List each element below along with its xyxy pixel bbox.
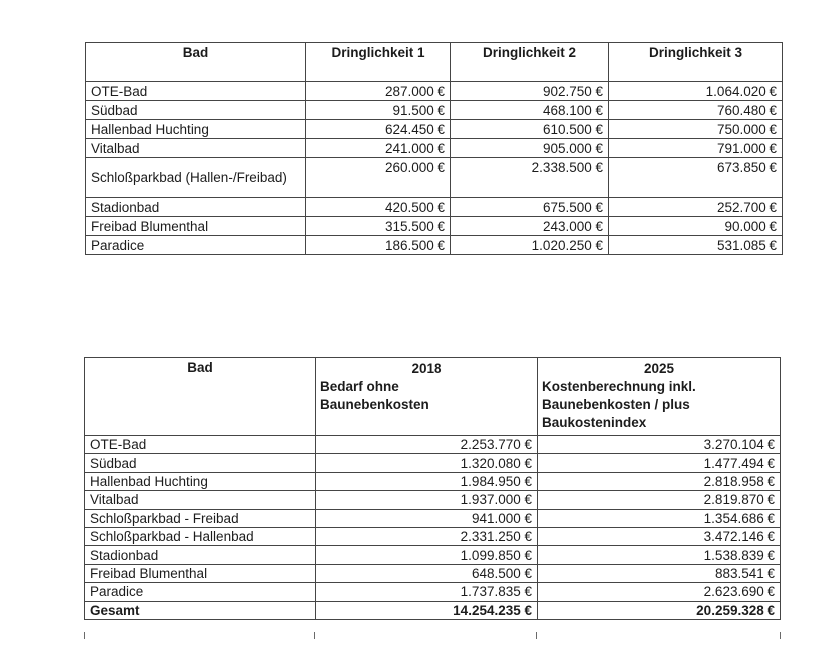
t2-header-2025-year: 2025 [643, 361, 675, 376]
vertical-border-line [536, 632, 537, 639]
value-2018-cell: 1.099.850 € [316, 546, 538, 564]
value-2018-cell: 2.331.250 € [316, 527, 538, 545]
value-2025-cell: 1.538.839 € [538, 546, 781, 564]
table-row [86, 82, 783, 101]
t1-header-bad: Bad [86, 43, 306, 82]
value-2025-cell: 3.472.146 € [538, 527, 781, 545]
d2-value-cell: 243.000 € [451, 217, 609, 236]
table-row [86, 120, 783, 139]
table-row [85, 491, 781, 509]
value-2025-cell: 1.477.494 € [538, 454, 781, 472]
d3-value-cell: 252.700 € [609, 198, 783, 217]
d2-value-cell: 1.020.250 € [451, 236, 609, 255]
table-row [86, 101, 783, 120]
kosten-table-header [85, 358, 781, 436]
t2-header-2025-line2: Kostenberechnung inkl. [542, 379, 696, 394]
bad-name-cell: Stadionbad [85, 546, 316, 564]
table-row [86, 139, 783, 158]
d3-value-cell: 750.000 € [609, 120, 783, 139]
d2-value-cell: 905.000 € [451, 139, 609, 158]
kosten-table-body [85, 436, 781, 620]
d1-value-cell: 241.000 € [306, 139, 451, 158]
bad-name-cell: OTE-Bad [86, 82, 306, 101]
value-2018-cell: 1.937.000 € [316, 491, 538, 509]
bad-name-cell: Südbad [85, 454, 316, 472]
d3-value-cell: 760.480 € [609, 101, 783, 120]
bad-name-cell: Stadionbad [86, 198, 306, 217]
t2-header-2025-line4: Baukostenindex [542, 415, 647, 430]
t2-header-2018-line2: Bedarf ohne [320, 379, 399, 394]
table-row [85, 472, 781, 490]
bad-name-cell: Hallenbad Huchting [86, 120, 306, 139]
d1-value-cell: 91.500 € [306, 101, 451, 120]
vertical-border-line [314, 632, 315, 639]
total-2025-cell: 20.259.328 € [538, 601, 781, 619]
table-row [85, 546, 781, 564]
d1-value-cell: 420.500 € [306, 198, 451, 217]
vertical-border-line [780, 632, 781, 639]
t2-header-2018-line3: Baunebenkosten [320, 397, 429, 412]
table-row [85, 583, 781, 601]
bad-name-cell: Vitalbad [85, 491, 316, 509]
header-row [85, 358, 781, 436]
value-2018-cell: 1.737.835 € [316, 583, 538, 601]
total-label-cell: Gesamt [85, 601, 316, 619]
bad-name-cell: OTE-Bad [85, 436, 316, 454]
d2-value-cell: 2.338.500 € [451, 158, 609, 198]
t1-header-dringlichkeit-1: Dringlichkeit 1 [306, 43, 451, 82]
t2-header-2018 [316, 358, 538, 436]
bad-name-cell: Schloßparkbad - Hallenbad [85, 527, 316, 545]
value-2025-cell: 2.819.870 € [538, 491, 781, 509]
value-2025-cell: 1.354.686 € [538, 509, 781, 527]
total-row [85, 601, 781, 619]
table-row [85, 436, 781, 454]
d2-value-cell: 468.100 € [451, 101, 609, 120]
d2-value-cell: 610.500 € [451, 120, 609, 139]
bad-name-cell: Freibad Blumenthal [86, 217, 306, 236]
value-2018-cell: 2.253.770 € [316, 436, 538, 454]
table-row [86, 158, 783, 198]
dringlichkeit-table-header [86, 43, 783, 82]
d1-value-cell: 287.000 € [306, 82, 451, 101]
value-2018-cell: 941.000 € [316, 509, 538, 527]
table-row [85, 509, 781, 527]
bad-name-cell: Paradice [85, 583, 316, 601]
table-row [85, 564, 781, 582]
table-row [86, 198, 783, 217]
d3-value-cell: 531.085 € [609, 236, 783, 255]
value-2025-cell: 883.541 € [538, 564, 781, 582]
value-2018-cell: 1.984.950 € [316, 472, 538, 490]
total-2018-cell: 14.254.235 € [316, 601, 538, 619]
bad-name-cell: Vitalbad [86, 139, 306, 158]
d1-value-cell: 260.000 € [306, 158, 451, 198]
t1-header-dringlichkeit-2: Dringlichkeit 2 [451, 43, 609, 82]
t2-header-2018-year: 2018 [411, 361, 442, 376]
d1-value-cell: 624.450 € [306, 120, 451, 139]
bad-name-cell: Freibad Blumenthal [85, 564, 316, 582]
value-2018-cell: 1.320.080 € [316, 454, 538, 472]
table2-clipped-next-row [84, 632, 781, 639]
bad-name-cell: Paradice [86, 236, 306, 255]
bad-name-cell: Schloßparkbad (Hallen-/Freibad) [86, 158, 306, 198]
bad-name-cell: Hallenbad Huchting [85, 472, 316, 490]
d3-value-cell: 791.000 € [609, 139, 783, 158]
t2-header-2025-line3: Baunebenkosten / plus [542, 397, 690, 412]
table-row [86, 236, 783, 255]
table-row [85, 527, 781, 545]
t2-header-2025 [538, 358, 781, 436]
dringlichkeit-table-body [86, 82, 783, 255]
value-2025-cell: 2.818.958 € [538, 472, 781, 490]
d2-value-cell: 902.750 € [451, 82, 609, 101]
t1-header-dringlichkeit-3: Dringlichkeit 3 [609, 43, 783, 82]
header-row [86, 43, 783, 82]
vertical-border-line [84, 632, 85, 639]
kosten-table [84, 357, 781, 620]
bad-name-cell: Südbad [86, 101, 306, 120]
d1-value-cell: 186.500 € [306, 236, 451, 255]
table-row [86, 217, 783, 236]
d3-value-cell: 1.064.020 € [609, 82, 783, 101]
d3-value-cell: 673.850 € [609, 158, 783, 198]
value-2018-cell: 648.500 € [316, 564, 538, 582]
d3-value-cell: 90.000 € [609, 217, 783, 236]
d1-value-cell: 315.500 € [306, 217, 451, 236]
table-row [85, 454, 781, 472]
bad-name-cell: Schloßparkbad - Freibad [85, 509, 316, 527]
t2-header-bad: Bad [85, 358, 316, 436]
value-2025-cell: 2.623.690 € [538, 583, 781, 601]
dringlichkeit-table [85, 42, 783, 255]
value-2025-cell: 3.270.104 € [538, 436, 781, 454]
d2-value-cell: 675.500 € [451, 198, 609, 217]
